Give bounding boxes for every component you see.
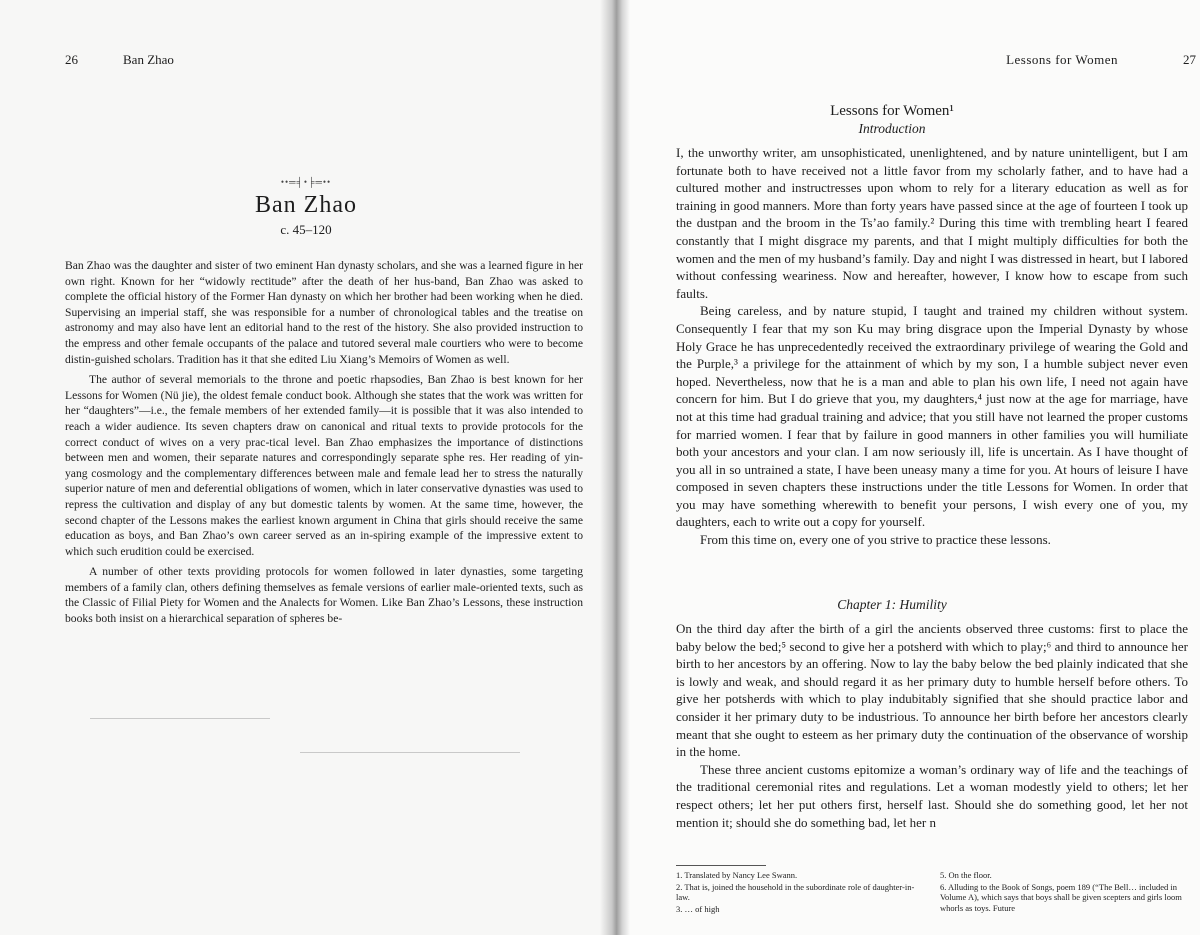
- text-paragraph: I, the unworthy writer, am unsophisticated, unenlightened, and by nature unintelligent, but I am fortunate both to have received not a little favor from my scholarly father, and to have had a cultured mother and instructresses upon whom to rely for a literary education as well as for training in good manners. More than forty years have passed since at the age of fourteen I took up the dustpan and the broom in the Ts’ao family.² During this time with trembling heart I feared constantly that I might disgrace my parents, and that I might multiply difficulties for both the women and the men of my husband’s family. Day and night I was distressed in heart, but I labored without confessing weariness. Now and hereafter, however, I know how to escape from such faults.: [676, 145, 1188, 301]
- intro-paragraph: Ban Zhao was the daughter and sister of two eminent Han dynasty scholars, and she was a learned figure in her own right. Known for her “widowly rectitude” after the death of her hus-band, Ban Zhao was asked to complete the official history of the Former Han dynasty on which her brother had been working when he died. Supervising an imperial staff, she was responsible for a number of chronological tables and the treatise on astronomy and may also have lent an editorial hand to the rest of the history. She also provided instruction to the empress and other female occupants of the palace and tutored several male courtiers who were to become distin-guished scholars. Tradition has it that she edited Liu Xiang’s Memoirs of Women as well.: [65, 259, 583, 366]
- footnote: 1. Translated by Nancy Lee Swann.: [676, 870, 798, 880]
- right-page-number: 27: [1183, 52, 1196, 67]
- footnotes-right: [940, 870, 1190, 914]
- text-paragraph: These three ancient customs epitomize a woman’s ordinary way of life and the teachings of the traditional ceremonial rites and regulations. Let a woman modestly yield to others; let her respect others; let her put others first, herself last. Should she do something good, let her not mention it; should she do something bad, let her n: [676, 761, 1188, 830]
- right-running-head: Lessons for Women: [1006, 52, 1118, 67]
- section-subtitle: Introduction: [858, 121, 926, 136]
- text-paragraph: From this time on, every one of you strive to practice these lessons.: [700, 532, 1051, 548]
- left-running-head: Ban Zhao: [123, 52, 174, 67]
- title-ornament: ••═╡•╞═••: [280, 177, 332, 187]
- footnote: 2. That is, joined the household in the subordinate role of daughter-in-law.: [676, 881, 915, 902]
- chapter-title: Ban Zhao: [255, 192, 357, 218]
- pencil-mark: [300, 752, 520, 753]
- text-paragraph: On the third day after the birth of a girl the ancients observed three customs: first to place the baby below the bed;⁵ second to give her a potsherd with which to play;⁶ and third to announce her birth to her ancestors by an offering. Now to lay the baby below the bed plainly indicated that she is lowly and weak, and should regard it as her primary duty to humble herself before others. To give her potsherds with which to play indubitably signified that she should practice labor and consider it her primary duty to be industrious. To announce her birth before her ancestors clearly meant that she ought to esteem as her primary duty the continuation of the observance of worship in the home.: [676, 621, 1188, 760]
- chapter-heading: Chapter 1: Humility: [837, 597, 947, 612]
- pencil-mark: [90, 718, 270, 719]
- intro-body: [65, 258, 583, 632]
- footnote: 6. Alluding to the Book of Songs, poem 189 (“The Bell… included in Volume A), which says that boys shall be given scepters and girls loom whorls as toys. Future: [940, 881, 1182, 913]
- footnote-rule: [676, 865, 766, 866]
- chapter-body: [676, 620, 1188, 831]
- book-gutter: [600, 0, 630, 935]
- intro-paragraph: The author of several memorials to the throne and poetic rhapsodies, Ban Zhao is best known for her Lessons for Women (Nü jie), the oldest female conduct book. Although she states that the work was written for her “daughters”—i.e., the female members of her extended family—it is possible that it was also intended to reach a wider audience. Its seven chapters draw on canonical and ritual texts to provide protocols for the correct conduct of wives on a very prac-tical level. Ban Zhao emphasizes the importance of distinctions between men and women, their separate natures and correspondingly separate sphe res. Her reading of yin-yang cosmology and the complementary differences between male and female lead her to stress the naturally superior nature of men and deferential obligations of women, which in later conservative dynasties was used to repress the cultivation and display of any but domestic talents by women. At the same time, however, the second chapter of the Lessons makes the earliest known argument in China that girls should receive the same education as boys, and Ban Zhao’s own career served as an in-spiring example of the impressive extent to which such erudition could be exercised.: [65, 373, 583, 558]
- introduction-body: [676, 144, 1188, 549]
- author-dates: c. 45–120: [280, 222, 332, 237]
- footnotes-left: [676, 870, 916, 915]
- footnote: 5. On the floor.: [940, 870, 992, 880]
- intro-paragraph: A number of other texts providing protocols for women followed in later dynasties, some targeting members of a family clan, others defining themselves as female versions of earlier male-oriented texts, such as the Classic of Filial Piety for Women and the Analects for Women. Like Ban Zhao’s Lessons, these instruction books both insist on a hierarchical separation of spheres be-: [65, 565, 583, 626]
- text-paragraph: Being careless, and by nature stupid, I taught and trained my children without system. Consequently I fear that my son Ku may bring disgrace upon the Imperial Dynasty by whose Holy Grace he has unprecedentedly received the extraordinary privilege of wearing the Gold and the Purple,³ a privilege for the attainment of which by my son, I a humble subject never even hoped. Nevertheless, now that he is a man and able to plan his own life, I need not again have concern for him. But I do grieve that you, my daughters,⁴ just now at the age for marriage, have not at this time had gradual training and advice; that you still have not learned the proper customs for married women. I fear that by failure in good manners in other families you will humiliate both your ancestors and your clan. I am now seriously ill, life is uncertain. As I have thought of you all in so untrained a state, I have been uneasy many a time for you. At hours of leisure I have composed in seven chapters these instructions under the title Lessons for Women. In order that you may have something wherewith to benefit your persons, I wish every one of you, my daughters, each to write out a copy for yourself.: [676, 303, 1188, 530]
- footnote: 3. … of high: [676, 903, 720, 914]
- work-title: Lessons for Women¹: [830, 103, 954, 119]
- left-page-number: 26: [65, 52, 78, 67]
